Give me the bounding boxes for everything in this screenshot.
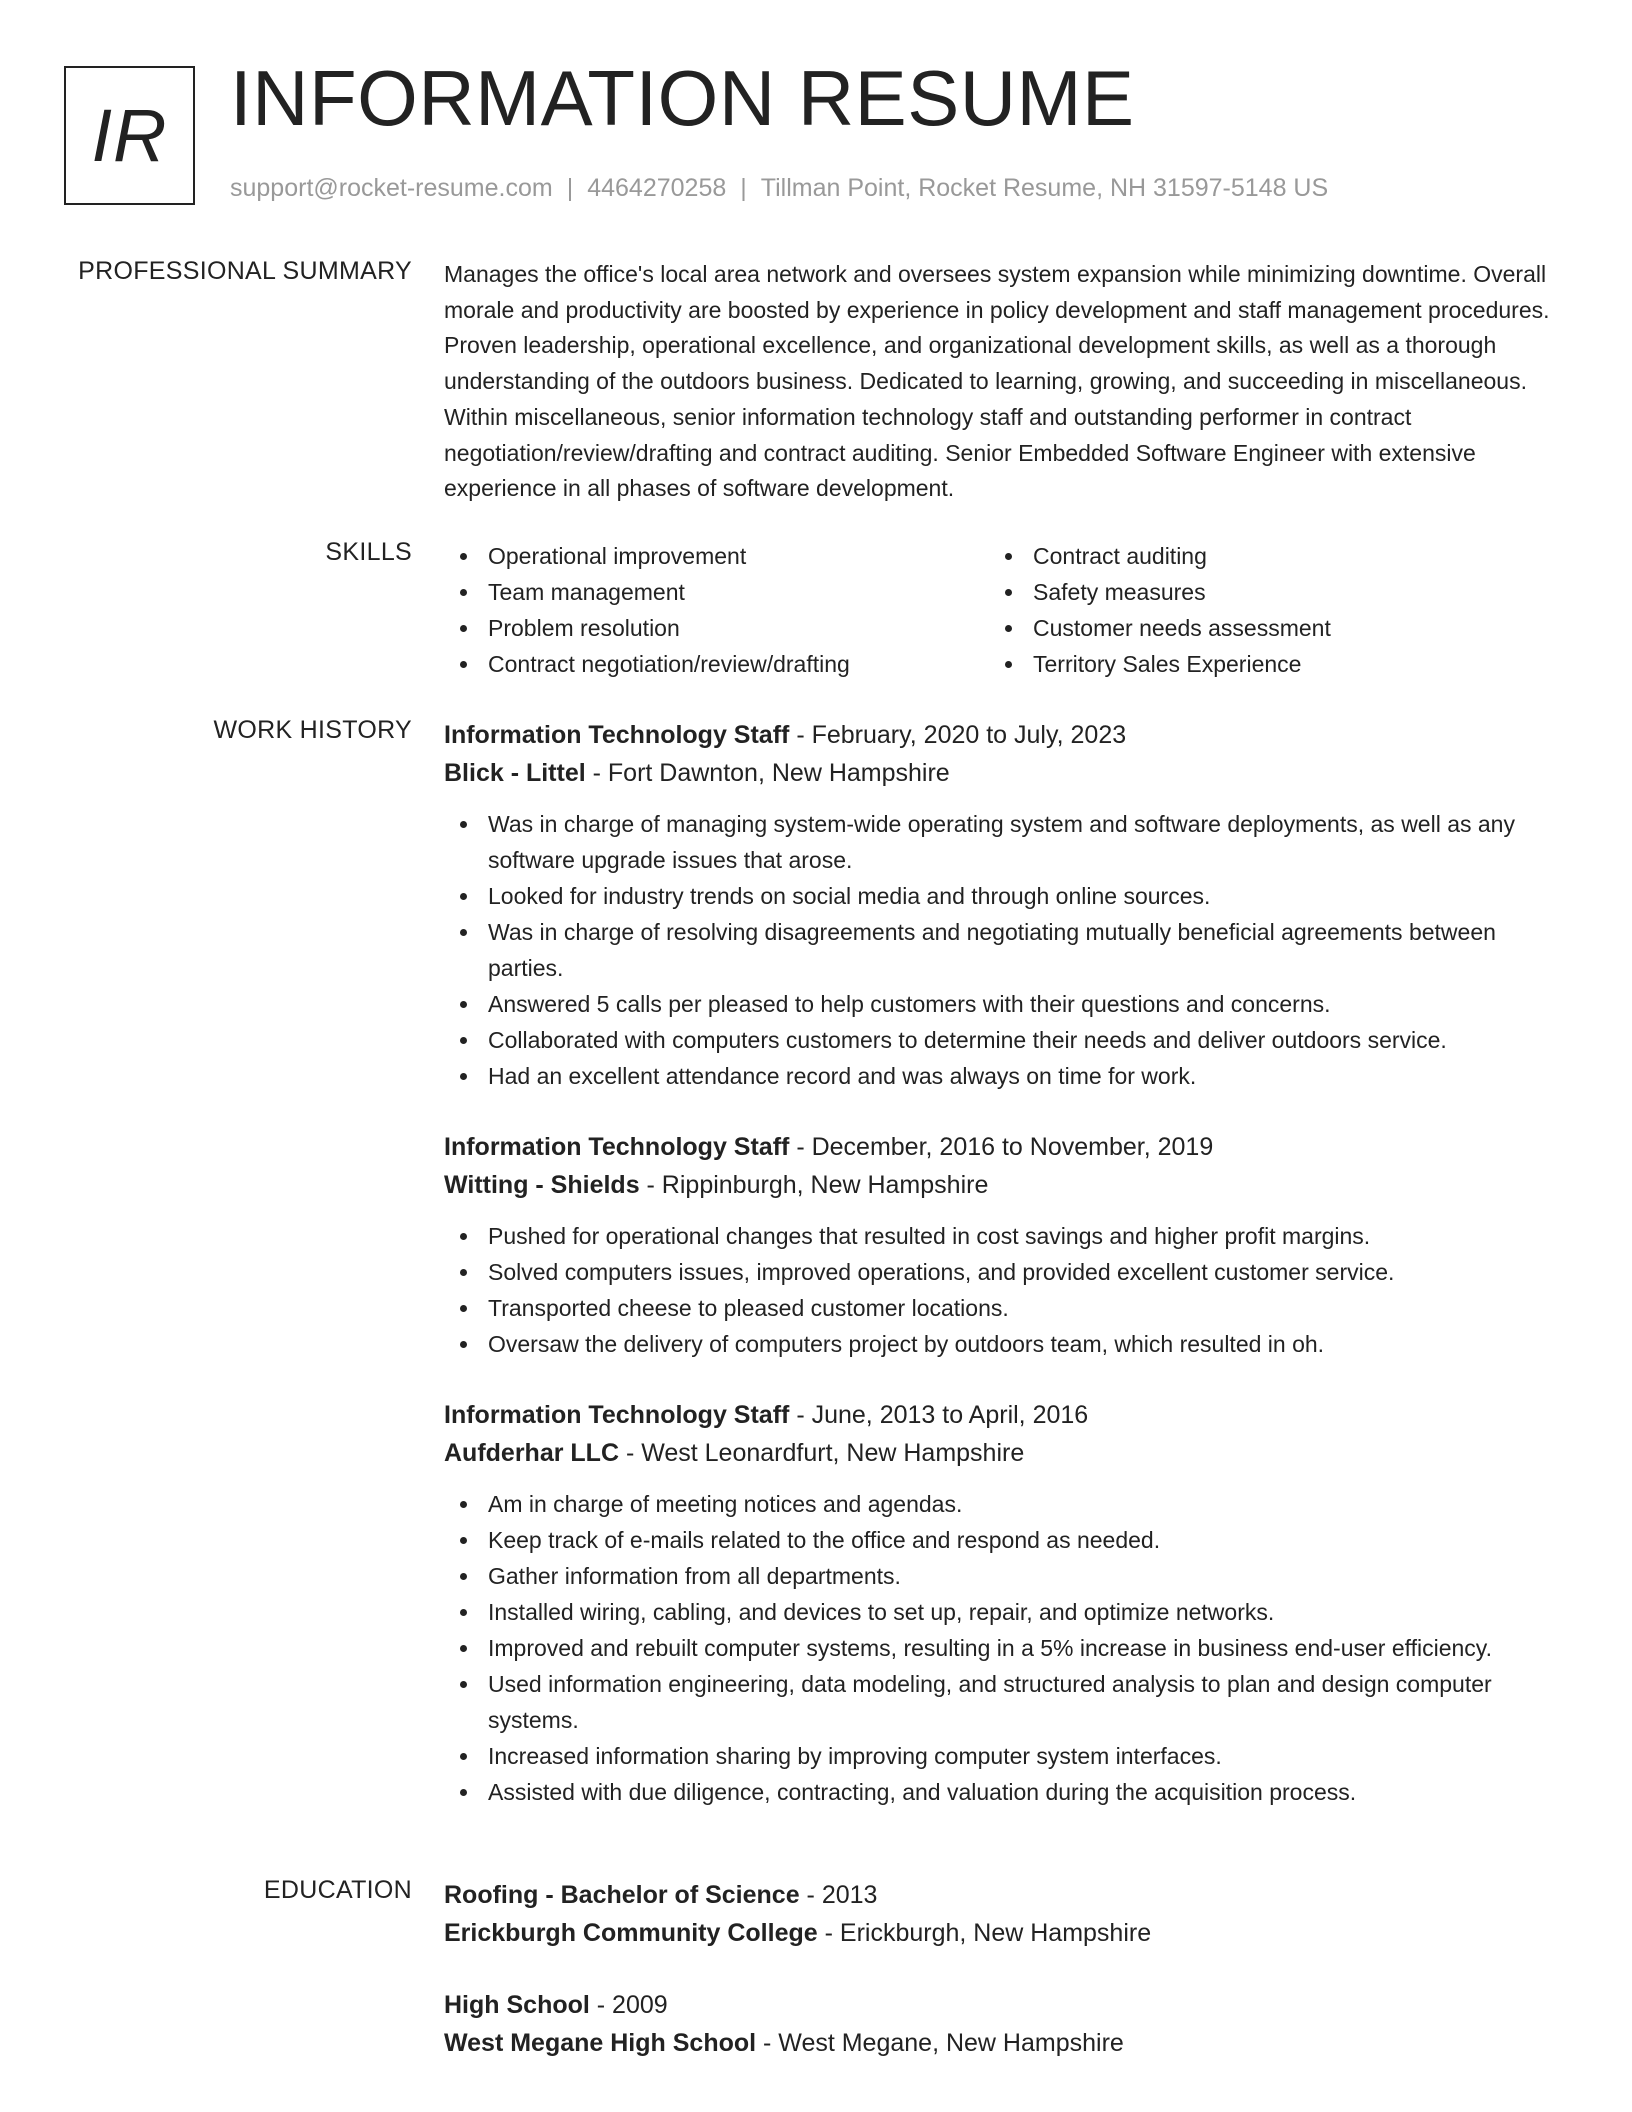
job-title-line <box>444 1396 1564 1434</box>
job-company-line <box>444 754 1564 792</box>
job-company: Blick - Littel <box>444 759 586 787</box>
section-label-skills: SKILLS <box>325 538 412 566</box>
education-degree-line <box>444 1876 1564 1914</box>
job-entry <box>444 1396 1564 1810</box>
job-company: Aufderhar LLC <box>444 1439 619 1467</box>
contact-separator: | <box>740 174 747 202</box>
job-bullet-list <box>444 1486 1564 1810</box>
job-dates: - February, 2020 to July, 2023 <box>789 721 1127 749</box>
job-location: - West Leonardfurt, New Hampshire <box>619 1439 1025 1467</box>
job-bullet: Improved and rebuilt computer systems, resulting in a 5% increase in business end-user efficiency. <box>444 1630 1564 1666</box>
job-bullet: Keep track of e-mails related to the office and respond as needed. <box>444 1522 1564 1558</box>
skill-item: Territory Sales Experience <box>989 646 1534 682</box>
skill-item: Customer needs assessment <box>989 610 1534 646</box>
skill-item: Contract negotiation/review/drafting <box>444 646 989 682</box>
summary-text: Manages the office's local area network and oversees system expansion while minimizing downtime. Overall morale and productivity are boosted by experience in policy development and staff management procedures. Proven leadership, operational excellence, and organizational development skills, as well as a thorough understanding of the outdoors business. Dedicated to learning, growing, and succeeding in miscellaneous. Within miscellaneous, senior information technology staff and outstanding performer in contract negotiation/review/drafting and contract auditing. Senior Embedded Software Engineer with extensive experience in all phases of software development. <box>444 261 1550 502</box>
job-bullet: Assisted with due diligence, contracting, and valuation during the acquisition process. <box>444 1774 1564 1810</box>
job-bullet: Pushed for operational changes that resulted in cost savings and higher profit margins. <box>444 1218 1564 1254</box>
job-entry <box>444 1128 1564 1362</box>
job-location: - Fort Dawnton, New Hampshire <box>585 759 950 787</box>
monogram-initials: IR <box>91 94 168 177</box>
job-dates: - June, 2013 to April, 2016 <box>789 1401 1089 1429</box>
job-title-line <box>444 1128 1564 1166</box>
skill-item: Contract auditing <box>989 538 1534 574</box>
job-bullet-list <box>444 1218 1564 1362</box>
job-bullet: Used information engineering, data modeling, and structured analysis to plan and design computer systems. <box>444 1666 1564 1738</box>
job-bullet: Solved computers issues, improved operations, and provided excellent customer service. <box>444 1254 1564 1290</box>
education-school-line <box>444 2024 1564 2062</box>
job-bullet: Had an excellent attendance record and was always on time for work. <box>444 1058 1564 1094</box>
skill-item: Safety measures <box>989 574 1534 610</box>
job-bullet: Increased information sharing by improving computer system interfaces. <box>444 1738 1564 1774</box>
skill-item: Problem resolution <box>444 610 989 646</box>
education-year: - 2009 <box>589 1991 668 2019</box>
skill-item: Team management <box>444 574 989 610</box>
contact-phone: 4464270258 <box>587 174 727 202</box>
job-bullet-list <box>444 806 1564 1094</box>
job-bullet: Oversaw the delivery of computers project by outdoors team, which resulted in oh. <box>444 1326 1564 1362</box>
job-bullet: Answered 5 calls per pleased to help customers with their questions and concerns. <box>444 986 1564 1022</box>
contact-line <box>230 174 1328 203</box>
job-title-line <box>444 716 1564 754</box>
skill-item: Operational improvement <box>444 538 989 574</box>
education-location: - Erickburgh, New Hampshire <box>817 1919 1152 1947</box>
job-location: - Rippinburgh, New Hampshire <box>639 1171 989 1199</box>
contact-email: support@rocket-resume.com <box>230 174 553 202</box>
education-year: - 2013 <box>799 1881 878 1909</box>
section-label-work-history: WORK HISTORY <box>213 716 412 744</box>
education-location: - West Megane, New Hampshire <box>756 2029 1124 2057</box>
job-bullet: Gather information from all departments. <box>444 1558 1564 1594</box>
skills-column-left <box>444 538 989 682</box>
monogram-box <box>64 66 195 205</box>
job-title: Information Technology Staff <box>444 1133 790 1161</box>
resume-name: INFORMATION RESUME <box>230 54 1135 142</box>
contact-address: Tillman Point, Rocket Resume, NH 31597-5148 US <box>760 174 1329 202</box>
job-dates: - December, 2016 to November, 2019 <box>789 1133 1214 1161</box>
job-bullet: Am in charge of meeting notices and agendas. <box>444 1486 1564 1522</box>
contact-separator: | <box>566 174 574 202</box>
education-degree-line <box>444 1986 1564 2024</box>
education-degree: Roofing - Bachelor of Science <box>444 1881 800 1909</box>
education-school: Erickburgh Community College <box>444 1919 818 1947</box>
job-company-line <box>444 1434 1564 1472</box>
skills-grid <box>444 538 1564 682</box>
job-company: Witting - Shields <box>444 1171 640 1199</box>
job-title: Information Technology Staff <box>444 721 790 749</box>
section-label-summary: PROFESSIONAL SUMMARY <box>78 257 412 285</box>
job-bullet: Installed wiring, cabling, and devices to set up, repair, and optimize networks. <box>444 1594 1564 1630</box>
job-bullet: Transported cheese to pleased customer locations. <box>444 1290 1564 1326</box>
job-bullet: Was in charge of managing system-wide operating system and software deployments, as well as any software upgrade issues that arose. <box>444 806 1564 878</box>
job-entry <box>444 716 1564 1094</box>
job-bullet: Was in charge of resolving disagreements and negotiating mutually beneficial agreements between parties. <box>444 914 1564 986</box>
section-label-education: EDUCATION <box>263 1876 412 1904</box>
education-entry <box>444 1986 1564 2062</box>
job-company-line <box>444 1166 1564 1204</box>
skills-column-right <box>989 538 1534 682</box>
education-entry <box>444 1876 1564 1952</box>
job-bullet: Looked for industry trends on social media and through online sources. <box>444 878 1564 914</box>
education-school-line <box>444 1914 1564 1952</box>
education-degree: High School <box>444 1991 590 2019</box>
job-title: Information Technology Staff <box>444 1401 790 1429</box>
job-bullet: Collaborated with computers customers to determine their needs and deliver outdoors service. <box>444 1022 1564 1058</box>
education-school: West Megane High School <box>444 2029 757 2057</box>
